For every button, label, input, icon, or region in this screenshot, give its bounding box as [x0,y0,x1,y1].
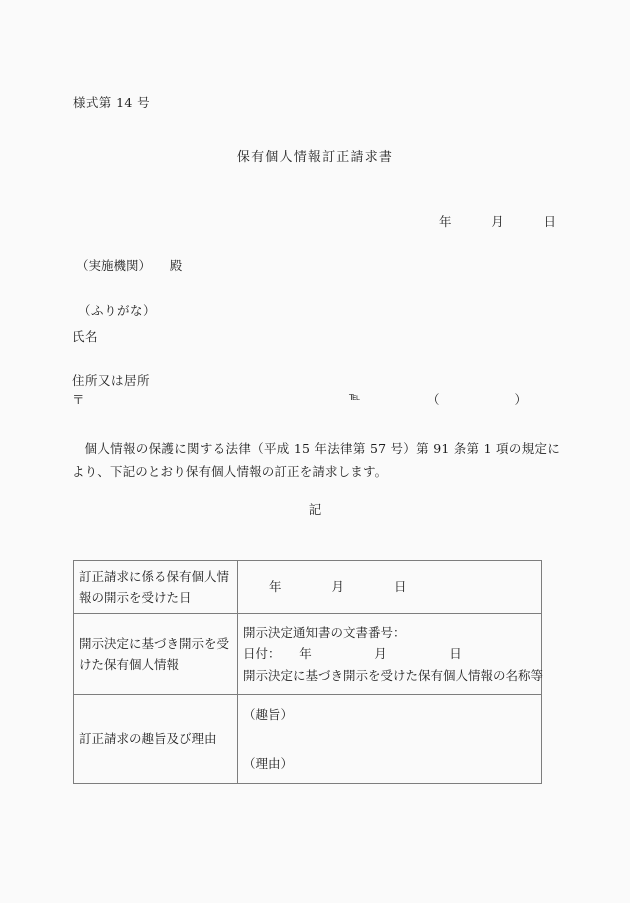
address-label: 住所又は居所 [72,373,151,388]
form-number: 様式第 14 号 [73,95,151,110]
page-title: 保有個人情報訂正請求書 [236,150,394,165]
correction-purpose-value-cell[interactable] [238,695,542,784]
information-name-field[interactable]: 開示決定に基づき開示を受けた保有個人情報の名称等 [243,667,544,683]
disclosed-information-value-cell[interactable] [238,614,542,695]
disclosure-received-date-label-cell [74,561,238,614]
row-label: 訂正請求に係る保有個人情報の開示を受けた日 [79,568,230,605]
disclosure-received-date-value-cell[interactable] [238,561,542,614]
table-row [74,561,542,614]
telephone-icon: ℡ [349,391,360,403]
ki-marker: 記 [308,502,322,517]
document-number-field[interactable]: 開示決定通知書の文書番号： [243,624,406,640]
row-label: 開示決定に基づき開示を受けた保有個人情報 [79,635,230,672]
correction-purpose-fields [238,699,541,780]
recipient-agency-line: （実施機関） 殿 [76,258,183,273]
request-details-table [73,560,542,784]
disclosed-information-label-cell [74,614,238,695]
legal-basis-paragraph: 個人情報の保護に関する法律（平成 15 年法律第 57 号）第 91 条第 1 項の規定により、下記のとおり保有個人情報の訂正を請求します。 [72,441,560,480]
row-label: 訂正請求の趣旨及び理由 [79,731,217,747]
purpose-field[interactable]: （趣旨） [243,706,294,722]
table-row [74,695,542,784]
table-row [74,614,542,695]
date-field[interactable]: 年 月 日 [269,579,407,595]
reason-field[interactable]: （理由） [243,756,294,771]
telephone-number-field: （ ） [427,392,528,407]
submission-date-line: 年 月 日 [439,214,556,229]
correction-purpose-label-cell [74,695,238,784]
disclosed-information-fields [238,617,544,692]
name-label: 氏名 [72,329,99,344]
furigana-label: （ふりがな） [78,303,157,318]
postal-and-telephone-row [72,390,556,408]
postal-code-mark: 〒 [72,392,85,407]
decision-date-field[interactable]: 日付： 年 月 日 [243,646,462,662]
